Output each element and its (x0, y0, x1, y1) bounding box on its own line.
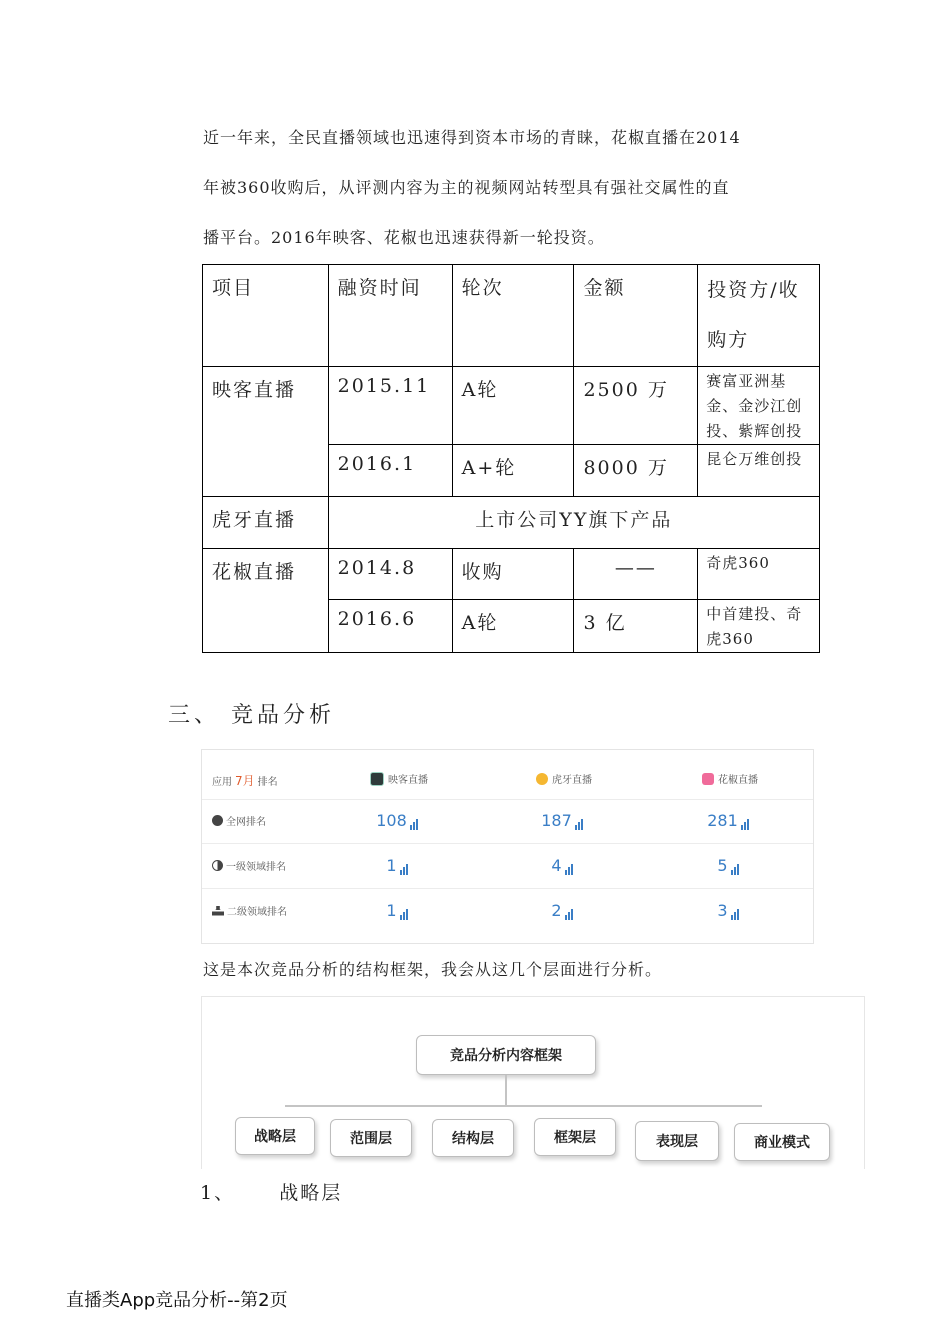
cell-round: 收购 (452, 549, 574, 600)
pie-icon (212, 860, 223, 871)
cell-investor: 中首建投、奇虎360 (698, 600, 820, 653)
ranking-row-label (212, 903, 287, 918)
table-row (203, 367, 820, 445)
ranking-row-label (212, 858, 286, 873)
rank-value (502, 811, 622, 830)
table-row (203, 497, 820, 549)
ranking-row-label (212, 813, 266, 828)
cell-round: A+轮 (452, 445, 574, 497)
framework-root-label: 竞品分析内容框架 (450, 1048, 562, 1064)
framework-diagram (201, 996, 865, 1169)
intro-line-2: 年被360收购后，从评测内容为主的视频网站转型具有强社交属性的直 (203, 178, 730, 197)
row-label: 全网排名 (226, 817, 266, 828)
app-col-huajiao (670, 771, 790, 786)
framework-note: 这是本次竞品分析的结构框架，我会从这几个层面进行分析。 (203, 960, 663, 979)
cell-time: 2016.1 (328, 445, 452, 497)
ranking-header-row (202, 750, 813, 800)
bar-chart-icon (731, 863, 739, 875)
ranking-row (202, 844, 813, 889)
rank-number: 1 (386, 856, 397, 875)
rank-number: 281 (707, 811, 738, 830)
framework-node (235, 1117, 315, 1155)
framework-node-label: 范围层 (350, 1131, 392, 1147)
row-label: 一级领域排名 (226, 862, 286, 873)
ranking-row (202, 889, 813, 933)
subsection-number: 1、 (200, 1182, 236, 1204)
framework-node-label: 商业模式 (754, 1135, 810, 1151)
cell-time: 2015.11 (328, 367, 452, 445)
framework-node (534, 1118, 616, 1156)
app-name: 花椒直播 (718, 775, 758, 786)
framework-root-box (416, 1035, 596, 1075)
bar-chart-icon (565, 863, 573, 875)
cell-investor: 奇虎360 (698, 549, 820, 600)
table-row (203, 549, 820, 600)
rank-number: 187 (541, 811, 572, 830)
header-project: 项目 (203, 265, 329, 367)
rank-value (668, 901, 788, 920)
header-investor: 投资方/收购方 (698, 265, 820, 367)
cell-amount: 8000 万 (574, 445, 698, 497)
bar-chart-icon (410, 818, 418, 830)
rank-value (337, 901, 457, 920)
rank-number: 3 (717, 901, 728, 920)
ranking-label-pre: 应用 (212, 777, 232, 788)
project-huya: 虎牙直播 (203, 497, 329, 549)
framework-node-label: 框架层 (554, 1130, 596, 1146)
rank-value (502, 856, 622, 875)
cell-round: A轮 (452, 600, 574, 653)
cell-amount: 2500 万 (574, 367, 698, 445)
framework-node (734, 1123, 830, 1161)
header-amount: 金额 (574, 265, 698, 367)
ranking-header-label (212, 772, 278, 789)
app-name: 虎牙直播 (552, 775, 592, 786)
rank-number: 1 (386, 901, 397, 920)
framework-node-label: 表现层 (656, 1134, 698, 1150)
section-title: 三、 竞品分析 (168, 703, 335, 728)
project-huajiao: 花椒直播 (203, 549, 329, 653)
ranking-month: 7月 (235, 774, 255, 788)
huya-app-icon (536, 773, 548, 785)
bar-chart-icon (731, 908, 739, 920)
bar-chart-icon (565, 908, 573, 920)
connector-vertical (505, 1075, 507, 1105)
intro-line-1: 近一年来，全民直播领域也迅速得到资本市场的青睐，花椒直播在2014 (203, 128, 741, 147)
rank-number: 108 (376, 811, 407, 830)
cell-time: 2016.6 (328, 600, 452, 653)
framework-node (635, 1121, 719, 1161)
rank-value (502, 901, 622, 920)
globe-icon (212, 815, 223, 826)
rank-value (668, 856, 788, 875)
yingke-app-icon (370, 772, 384, 786)
intro-line-3: 播平台。2016年映客、花椒也迅速获得新一轮投资。 (203, 228, 605, 247)
ranking-panel (201, 749, 814, 944)
app-name: 映客直播 (388, 775, 428, 786)
huajiao-app-icon (702, 773, 714, 785)
subsection-title: 战略层 (279, 1182, 343, 1204)
framework-node (330, 1119, 412, 1157)
header-round: 轮次 (452, 265, 574, 367)
page-footer: 直播类App竞品分析--第2页 (66, 1290, 288, 1311)
app-col-huya (504, 771, 624, 786)
rank-number: 2 (551, 901, 562, 920)
rank-value (337, 856, 457, 875)
header-time: 融资时间 (328, 265, 452, 367)
cell-amount: 3 亿 (574, 600, 698, 653)
rank-number: 4 (551, 856, 562, 875)
cell-investor: 昆仑万维创投 (698, 445, 820, 497)
framework-node-label: 结构层 (452, 1131, 494, 1147)
project-yingke: 映客直播 (203, 367, 329, 497)
huya-note: 上市公司YY旗下产品 (328, 497, 819, 549)
subsection-heading (200, 1178, 342, 1205)
bar-chart-icon (400, 863, 408, 875)
cell-investor: 赛富亚洲基金、金沙江创投、紫辉创投 (698, 367, 820, 445)
hierarchy-icon (212, 906, 224, 916)
app-col-yingke (339, 771, 459, 786)
framework-node (432, 1119, 514, 1157)
ranking-label-post: 排名 (257, 777, 278, 788)
bar-chart-icon (575, 818, 583, 830)
connector-horizontal (285, 1105, 762, 1107)
cell-amount: —— (574, 549, 698, 600)
row-label: 二级领域排名 (227, 907, 287, 918)
bar-chart-icon (741, 818, 749, 830)
funding-table (202, 264, 820, 653)
rank-number: 5 (717, 856, 728, 875)
cell-round: A轮 (452, 367, 574, 445)
bar-chart-icon (400, 908, 408, 920)
framework-node-label: 战略层 (254, 1129, 296, 1145)
table-header-row (203, 265, 820, 367)
ranking-row (202, 799, 813, 844)
cell-time: 2014.8 (328, 549, 452, 600)
rank-value (337, 811, 457, 830)
rank-value (668, 811, 788, 830)
